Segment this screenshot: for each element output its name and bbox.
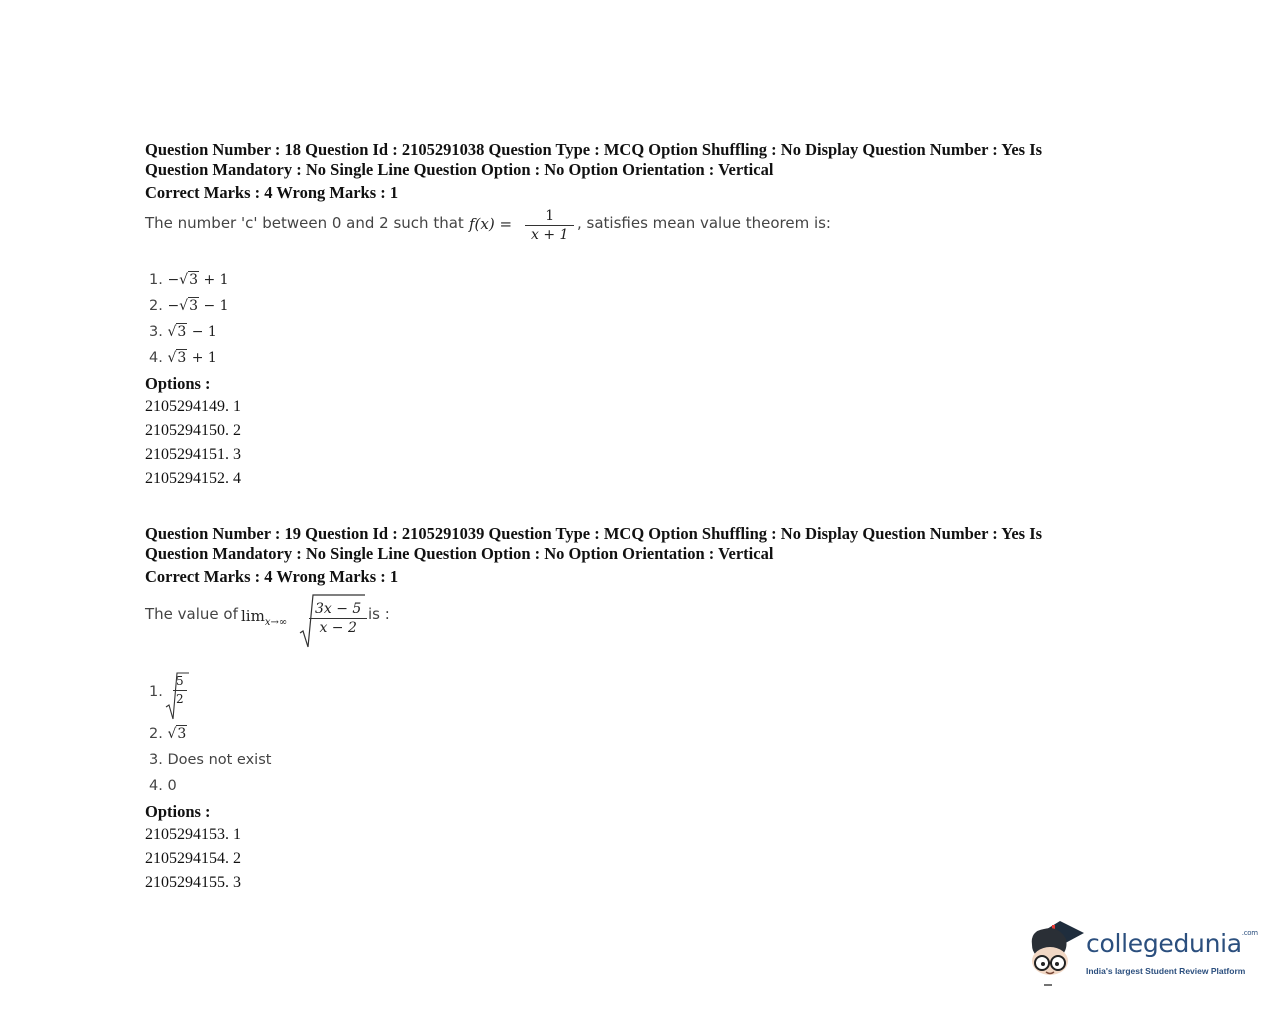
choice-item: 3. √3 − 1 — [149, 324, 217, 340]
question-18-text: The number 'c' between 0 and 2 such that f(x) = $\frac{1}{x + 1}$ , satisfies mean value theorem is: — [145, 208, 831, 243]
question-19-marks: Correct Marks : 4 Wrong Marks : 1 — [145, 567, 399, 586]
question-18-choices — [145, 267, 1145, 371]
fraction: $\frac{5}{2}$ — [173, 673, 187, 708]
choice-item: 1. −√3 + 1 — [149, 272, 229, 288]
function-expression: f(x) = — [469, 215, 513, 233]
option-id: 2105294150. 2 — [145, 422, 241, 439]
option-id: 2105294154. 2 — [145, 850, 241, 867]
question-19-meta: Question Number : 19 Question Id : 2105291039 Question Type : MCQ Option Shuffling : No Display Question Number : Yes Is Question Mandatory : No Single Line Question Option : No Option Orientation : Vertical — [145, 524, 1043, 563]
collegedunia-logo — [1022, 915, 1262, 995]
choice-item: 4. √3 + 1 — [149, 350, 217, 366]
question-19 — [145, 524, 1145, 895]
options-list — [145, 395, 1145, 491]
options-label: Options : — [145, 802, 211, 821]
fraction: $\frac{3x - 5}{x - 2}$ — [309, 600, 367, 637]
option-id: 2105294155. 3 — [145, 874, 241, 891]
question-19-text: The value of $\lim_{x\to\infty}$ $\frac{3x - 5}{x - 2}$ is : — [145, 593, 1145, 653]
options-list — [145, 823, 1145, 895]
question-18-marks: Correct Marks : 4 Wrong Marks : 1 — [145, 183, 399, 202]
logo-wordmark: collegedunia$^{.com}$ — [1086, 929, 1258, 958]
fraction: $\frac{1}{x + 1}$ — [525, 207, 574, 244]
question-19-choices — [145, 669, 1145, 799]
choice-item: 2. √3 — [149, 726, 187, 742]
mascot-icon — [1022, 915, 1086, 995]
choice-item: 4. 0 — [149, 778, 177, 794]
choice-item: 2. −√3 − 1 — [149, 298, 229, 314]
logo-tagline: India's largest Student Review Platform — [1086, 966, 1246, 976]
choice-item: 1. $\frac{5}{2}$ — [145, 669, 1145, 721]
choice-item: 3. Does not exist — [149, 752, 272, 768]
option-id: 2105294149. 1 — [145, 398, 241, 415]
question-18-meta: Question Number : 18 Question Id : 2105291038 Question Type : MCQ Option Shuffling : No Display Question Number : Yes Is Question Mandatory : No Single Line Question Option : No Option Orientation : Vertical — [145, 140, 1043, 179]
question-18 — [145, 140, 1145, 491]
option-id: 2105294152. 4 — [145, 470, 241, 487]
limit-operator: $\lim_{x\to\infty}$ — [241, 607, 288, 628]
options-label: Options : — [145, 374, 211, 393]
option-id: 2105294153. 1 — [145, 826, 241, 843]
option-id: 2105294151. 3 — [145, 446, 241, 463]
